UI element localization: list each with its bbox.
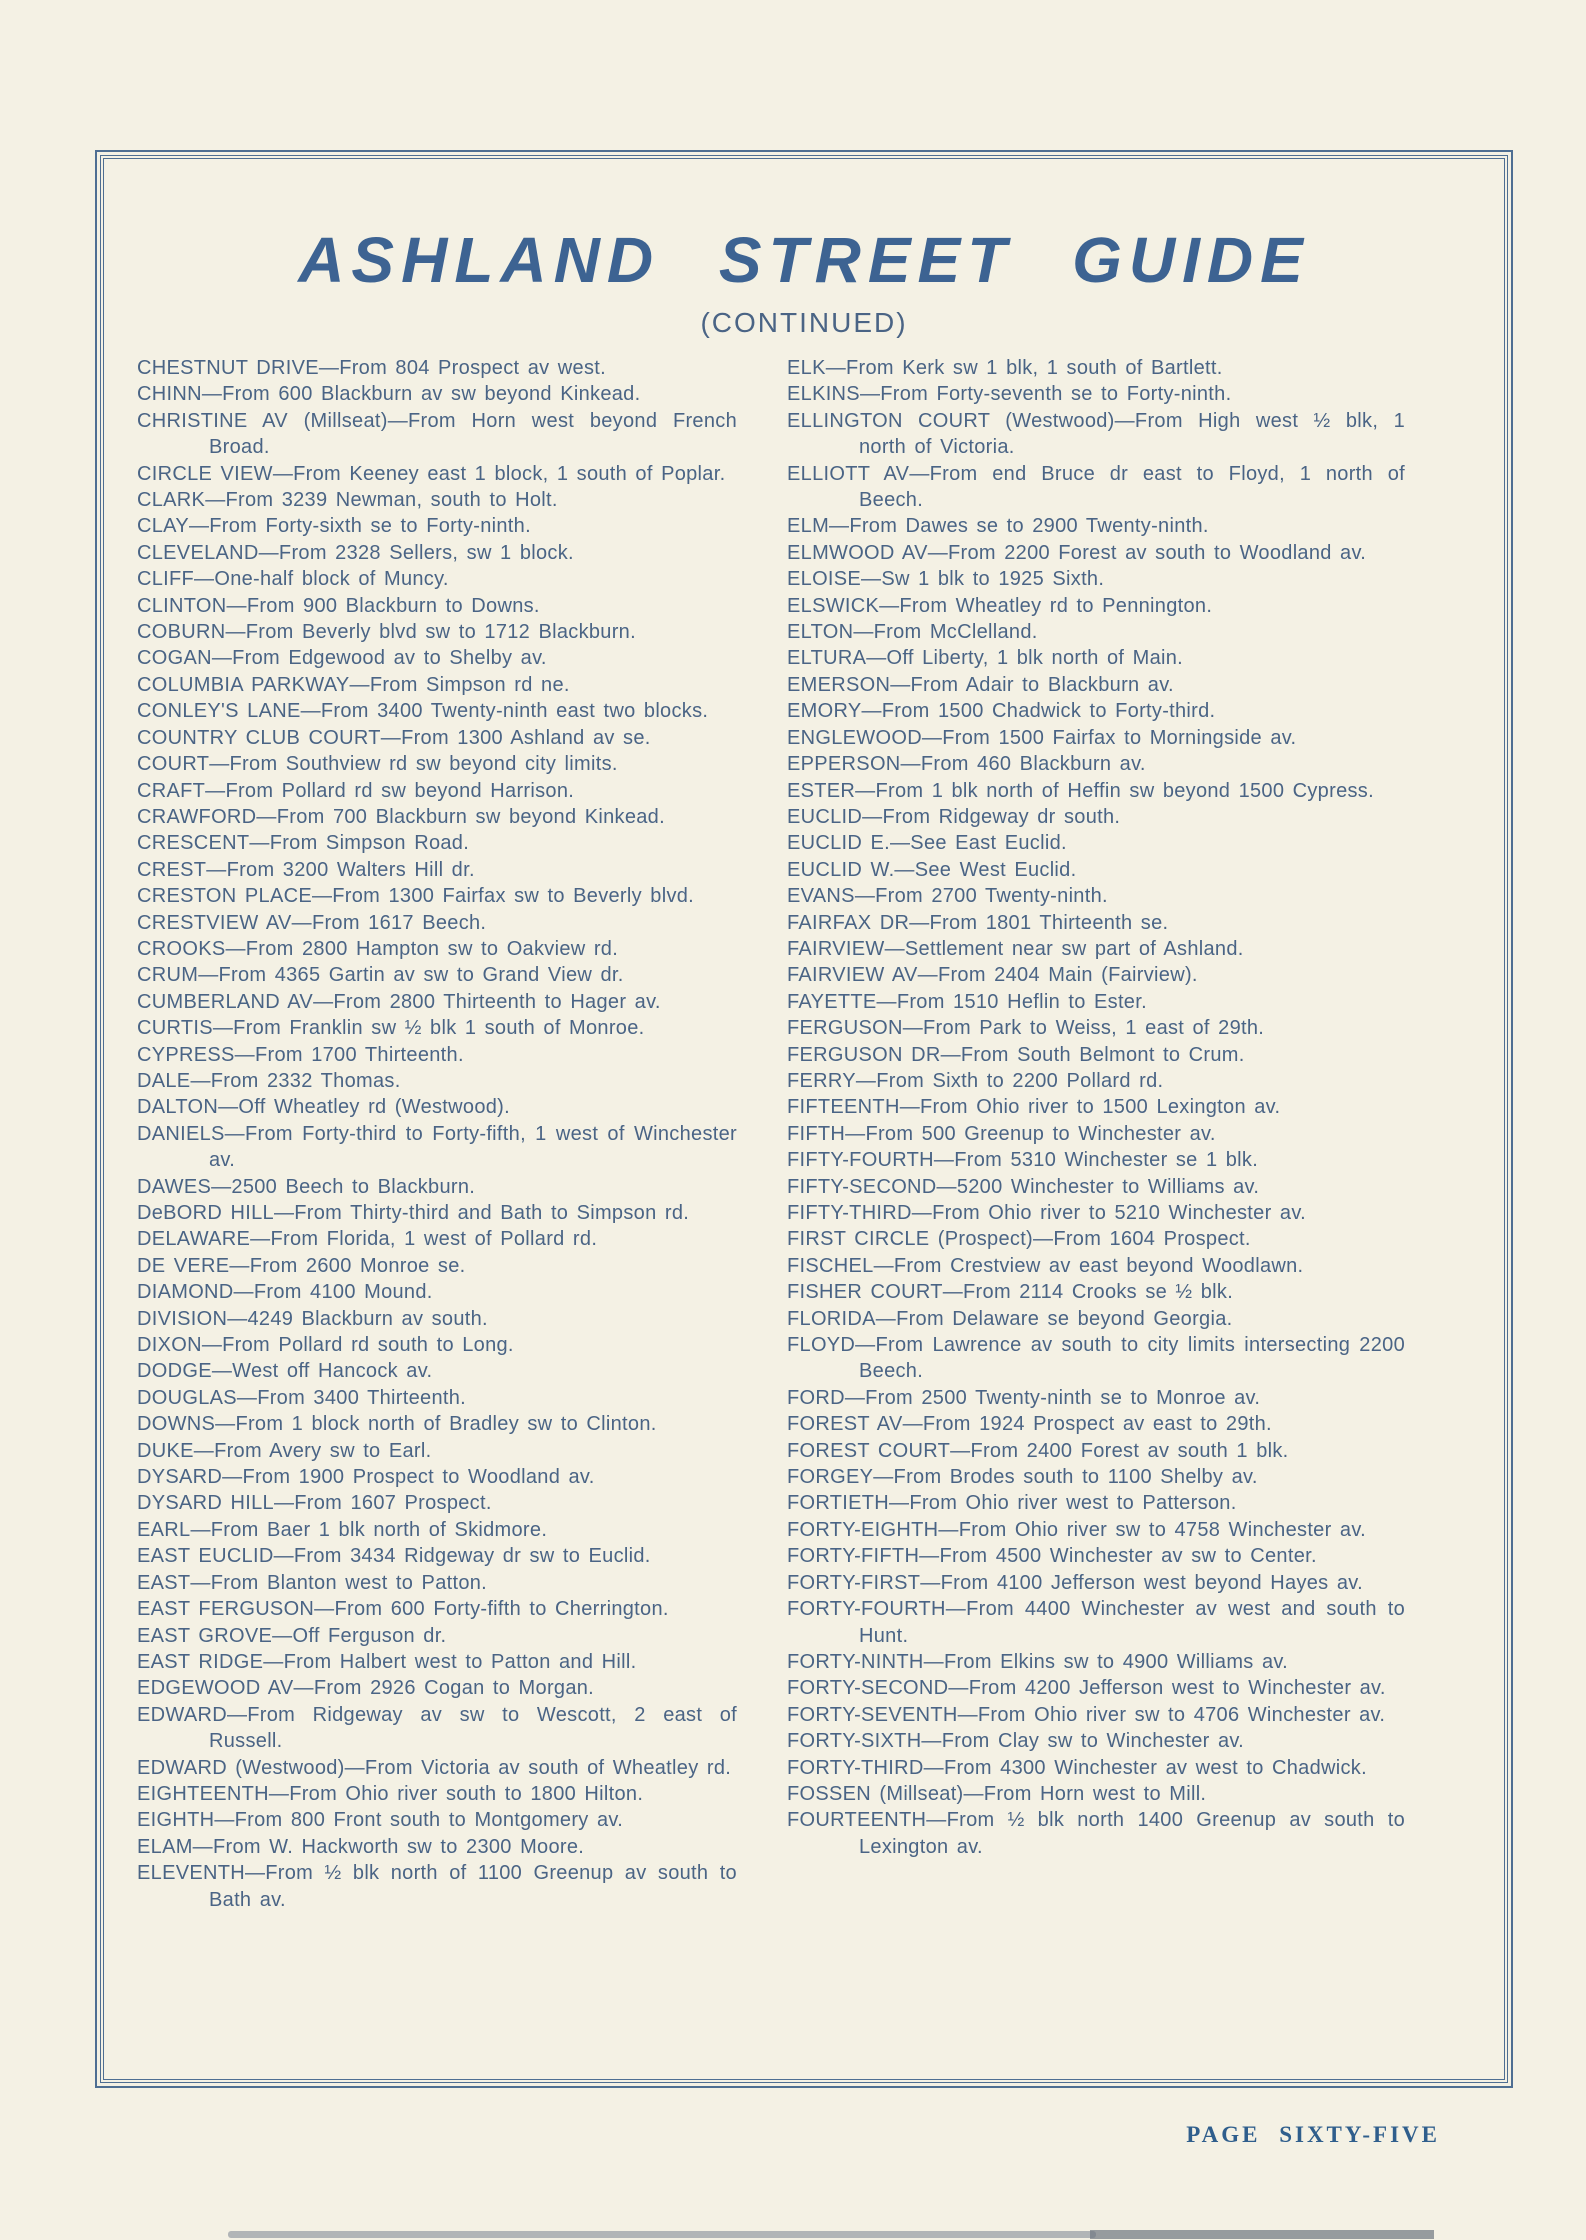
street-entry: CURTIS—From Franklin sw ½ blk 1 south of Monroe.: [137, 1017, 645, 1040]
street-entry: CIRCLE VIEW—From Keeney east 1 block, 1 south of Poplar.: [137, 462, 726, 485]
street-entry: FORTIETH—From Ohio river west to Patterson.: [787, 1492, 1237, 1515]
street-entry: CLINTON—From 900 Blackburn to Downs.: [137, 594, 540, 617]
street-entry: CRUM—From 4365 Gartin av sw to Grand View dr.: [137, 964, 624, 987]
street-entry: ELM—From Dawes se to 2900 Twenty-ninth.: [787, 515, 1209, 538]
street-entry: CRAFT—From Pollard rd sw beyond Harrison.: [137, 779, 575, 802]
street-entry: DIXON—From Pollard rd south to Long.: [137, 1334, 514, 1357]
street-entry: CRAWFORD—From 700 Blackburn sw beyond Kinkead.: [137, 805, 665, 828]
street-entry: CREST—From 3200 Walters Hill dr.: [137, 858, 475, 881]
street-entry: EUCLID—From Ridgeway dr south.: [787, 805, 1121, 828]
street-entry: CLIFF—One-half block of Muncy.: [137, 568, 449, 591]
street-entry: DE VERE—From 2600 Monroe se.: [137, 1254, 466, 1277]
street-entry: DALTON—Off Wheatley rd (Westwood).: [137, 1096, 510, 1119]
street-entry: FORTY-SECOND—From 4200 Jefferson west to Winchester av.: [787, 1677, 1386, 1700]
street-entry: CRESTVIEW AV—From 1617 Beech.: [137, 911, 487, 934]
street-entry: DODGE—West off Hancock av.: [137, 1360, 433, 1383]
street-entry: FIRST CIRCLE (Prospect)—From 1604 Prospect.: [787, 1228, 1251, 1251]
street-entry: FAIRVIEW—Settlement near sw part of Ashland.: [787, 937, 1244, 960]
street-entry: COBURN—From Beverly blvd sw to 1712 Blackburn.: [137, 621, 636, 644]
street-list-right-column: [787, 355, 1405, 1913]
street-entry: FAIRVIEW AV—From 2404 Main (Fairview).: [787, 964, 1198, 987]
street-entry: ELMWOOD AV—From 2200 Forest av south to Woodland av.: [787, 541, 1367, 564]
street-entry: ELK—From Kerk sw 1 blk, 1 south of Bartlett.: [787, 357, 1223, 379]
street-entry: ELKINS—From Forty-seventh se to Forty-ninth.: [787, 383, 1232, 406]
street-entry: ELSWICK—From Wheatley rd to Pennington.: [787, 594, 1213, 617]
street-entry: FISHER COURT—From 2114 Crooks se ½ blk.: [787, 1281, 1234, 1304]
street-entry: COLUMBIA PARKWAY—From Simpson rd ne.: [137, 673, 570, 696]
street-entry: DELAWARE—From Florida, 1 west of Pollard rd.: [137, 1228, 598, 1251]
street-entry: CHESTNUT DRIVE—From 804 Prospect av west.: [137, 357, 606, 379]
street-entry: CLEVELAND—From 2328 Sellers, sw 1 block.: [137, 541, 574, 564]
street-entry: COGAN—From Edgewood av to Shelby av.: [137, 647, 547, 670]
street-entry: ELAM—From W. Hackworth sw to 2300 Moore.: [137, 1835, 585, 1858]
street-entry: FISCHEL—From Crestview av east beyond Woodlawn.: [787, 1254, 1304, 1277]
street-entry: FORTY-SIXTH—From Clay sw to Winchester av.: [787, 1730, 1245, 1753]
street-entry: CONLEY'S LANE—From 3400 Twenty-ninth east two blocks.: [137, 700, 709, 723]
street-entry: CRESCENT—From Simpson Road.: [137, 832, 470, 855]
street-entry: FERGUSON DR—From South Belmont to Crum.: [787, 1043, 1245, 1066]
street-entry: ELLIOTT AV—From end Bruce dr east to Floyd, 1 north of Beech.: [787, 462, 1405, 512]
street-entry: DALE—From 2332 Thomas.: [137, 1069, 401, 1092]
street-entry: FOREST AV—From 1924 Prospect av east to 29th.: [787, 1413, 1272, 1436]
street-entry: FORTY-FOURTH—From 4400 Winchester av west and south to Hunt.: [787, 1598, 1405, 1647]
street-entry: FORGEY—From Brodes south to 1100 Shelby av.: [787, 1466, 1258, 1489]
street-entry: FORD—From 2500 Twenty-ninth se to Monroe av.: [787, 1386, 1261, 1409]
street-entry: DIVISION—4249 Blackburn av south.: [137, 1307, 488, 1330]
street-entry: EIGHTH—From 800 Front south to Montgomery av.: [137, 1809, 624, 1832]
street-entry: ELEVENTH—From ½ blk north of 1100 Greenup av south to Bath av.: [137, 1862, 737, 1911]
street-entry: ELTON—From McClelland.: [787, 621, 1038, 644]
street-entry: EUCLID E.—See East Euclid.: [787, 832, 1067, 855]
street-entry: FOREST COURT—From 2400 Forest av south 1 blk.: [787, 1439, 1289, 1462]
street-entry: CHINN—From 600 Blackburn av sw beyond Kinkead.: [137, 383, 641, 406]
page-border-frame: [95, 150, 1513, 2088]
street-entry: EDWARD—From Ridgeway av sw to Wescott, 2 east of Russell.: [137, 1703, 737, 1753]
street-entry: EAST EUCLID—From 3434 Ridgeway dr sw to Euclid.: [137, 1545, 651, 1568]
street-entry: DAWES—2500 Beech to Blackburn.: [137, 1175, 476, 1198]
street-entry: CROOKS—From 2800 Hampton sw to Oakview rd.: [137, 937, 619, 960]
street-entry: FERRY—From Sixth to 2200 Pollard rd.: [787, 1069, 1164, 1092]
street-entry: FIFTH—From 500 Greenup to Winchester av.: [787, 1122, 1216, 1145]
street-entry: DeBORD HILL—From Thirty-third and Bath to Simpson rd.: [137, 1202, 690, 1224]
street-entry: FORTY-THIRD—From 4300 Winchester av west to Chadwick.: [787, 1756, 1367, 1779]
street-entry: FIFTEENTH—From Ohio river to 1500 Lexington av.: [787, 1096, 1281, 1119]
street-entry: EVANS—From 2700 Twenty-ninth.: [787, 885, 1108, 908]
street-entry: ELOISE—Sw 1 blk to 1925 Sixth.: [787, 568, 1105, 591]
street-entry: EDGEWOOD AV—From 2926 Cogan to Morgan.: [137, 1677, 595, 1700]
street-entry: EDWARD (Westwood)—From Victoria av south of Wheatley rd.: [137, 1756, 732, 1779]
street-entry: EIGHTEENTH—From Ohio river south to 1800 Hilton.: [137, 1782, 644, 1805]
street-entry: EUCLID W.—See West Euclid.: [787, 858, 1077, 881]
street-entry: CRESTON PLACE—From 1300 Fairfax sw to Beverly blvd.: [137, 885, 695, 908]
street-entry: FORTY-FIRST—From 4100 Jefferson west beyond Hayes av.: [787, 1571, 1363, 1594]
street-entry: CLAY—From Forty-sixth se to Forty-ninth.: [137, 515, 531, 538]
street-entry: COURT—From Southview rd sw beyond city limits.: [137, 753, 618, 776]
street-entry: COUNTRY CLUB COURT—From 1300 Ashland av se.: [137, 726, 651, 749]
street-entry: CLARK—From 3239 Newman, south to Holt.: [137, 489, 558, 512]
street-entry: DIAMOND—From 4100 Mound.: [137, 1281, 433, 1304]
street-entry: FIFTY-SECOND—5200 Winchester to Williams av.: [787, 1175, 1260, 1198]
street-entry: ELLINGTON COURT (Westwood)—From High west ½ blk, 1 north of Victoria.: [787, 409, 1405, 459]
street-entry: EMERSON—From Adair to Blackburn av.: [787, 673, 1174, 696]
street-entry: EAST FERGUSON—From 600 Forty-fifth to Cherrington.: [137, 1598, 669, 1621]
street-entry: DOWNS—From 1 block north of Bradley sw to Clinton.: [137, 1413, 657, 1436]
street-entry: FORTY-NINTH—From Elkins sw to 4900 Williams av.: [787, 1650, 1289, 1673]
street-entry: CUMBERLAND AV—From 2800 Thirteenth to Hager av.: [137, 990, 661, 1013]
street-list-left-column: [137, 355, 737, 1913]
street-entry: FIFTY-FOURTH—From 5310 Winchester se 1 blk.: [787, 1149, 1259, 1172]
street-guide-columns: [104, 339, 1504, 1913]
street-entry: CYPRESS—From 1700 Thirteenth.: [137, 1043, 464, 1066]
street-entry: FLOYD—From Lawrence av south to city limits intersecting 2200 Beech.: [787, 1334, 1405, 1383]
street-entry: FAIRFAX DR—From 1801 Thirteenth se.: [787, 911, 1169, 934]
page-number: PAGE SIXTY-FIVE: [1186, 2122, 1440, 2147]
street-entry: DYSARD—From 1900 Prospect to Woodland av.: [137, 1466, 595, 1489]
street-entry: DANIELS—From Forty-third to Forty-fifth, 1 west of Winchester av.: [137, 1122, 737, 1172]
street-entry: EPPERSON—From 460 Blackburn av.: [787, 753, 1146, 776]
page-subtitle: (CONTINUED): [700, 307, 908, 338]
street-entry: DOUGLAS—From 3400 Thirteenth.: [137, 1386, 467, 1409]
street-entry: FOURTEENTH—From ½ blk north 1400 Greenup av south to Lexington av.: [787, 1809, 1405, 1858]
street-entry: ELTURA—Off Liberty, 1 blk north of Main.: [787, 647, 1184, 670]
page-title: ASHLAND STREET GUIDE: [298, 224, 1310, 296]
street-entry: EARL—From Baer 1 blk north of Skidmore.: [137, 1518, 548, 1541]
street-entry: ESTER—From 1 blk north of Heffin sw beyond 1500 Cypress.: [787, 779, 1374, 802]
street-entry: FLORIDA—From Delaware se beyond Georgia.: [787, 1307, 1233, 1330]
street-entry: FORTY-EIGHTH—From Ohio river sw to 4758 Winchester av.: [787, 1518, 1367, 1541]
page-border-frame-inner-rule: [103, 158, 1505, 2080]
street-entry: EMORY—From 1500 Chadwick to Forty-third.: [787, 700, 1216, 723]
street-entry: FAYETTE—From 1510 Heflin to Ester.: [787, 990, 1147, 1013]
street-entry: DYSARD HILL—From 1607 Prospect.: [137, 1492, 492, 1515]
street-entry: FIFTY-THIRD—From Ohio river to 5210 Winchester av.: [787, 1202, 1307, 1224]
page-border-frame-middle-rule: [100, 155, 1508, 2083]
street-entry: FORTY-SEVENTH—From Ohio river sw to 4706 Winchester av.: [787, 1703, 1386, 1726]
street-entry: ENGLEWOOD—From 1500 Fairfax to Morningside av.: [787, 726, 1297, 749]
scan-edge-artifact: [228, 2231, 1096, 2238]
street-entry: CHRISTINE AV (Millseat)—From Horn west beyond French Broad.: [137, 409, 737, 459]
street-entry: EAST RIDGE—From Halbert west to Patton and Hill.: [137, 1650, 637, 1673]
street-entry: FORTY-FIFTH—From 4500 Winchester av sw to Center.: [787, 1545, 1317, 1568]
street-entry: EAST—From Blanton west to Patton.: [137, 1571, 488, 1594]
street-entry: FOSSEN (Millseat)—From Horn west to Mill.: [787, 1782, 1207, 1805]
street-entry: DUKE—From Avery sw to Earl.: [137, 1439, 432, 1462]
street-entry: EAST GROVE—Off Ferguson dr.: [137, 1624, 447, 1647]
scan-edge-artifact-dark: [1090, 2230, 1434, 2239]
street-entry: FERGUSON—From Park to Weiss, 1 east of 29th.: [787, 1017, 1265, 1040]
